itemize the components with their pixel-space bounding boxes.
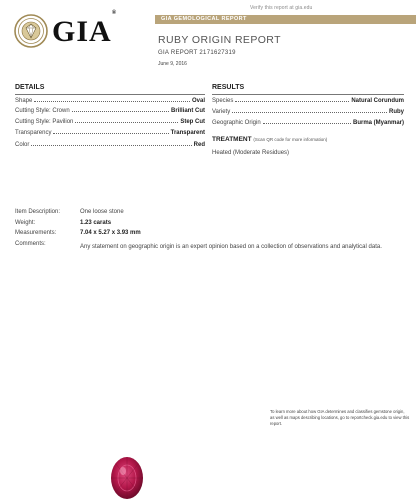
treatment-note: (Scan QR code for more information) [253,137,328,142]
details-row-transparency: Transparency Transparent [15,130,205,136]
report-date: June 9, 2016 [158,61,187,67]
treatment-value: Heated (Moderate Residues) [212,150,290,156]
results-row-origin: Geographic Origin Burma (Myanmar) [212,120,404,126]
verify-link[interactable]: Verify this report at gia.edu [250,5,313,11]
item-description: Item Description: One loose stone [15,209,124,215]
report-banner [155,15,416,24]
report-number: GIA REPORT 2171627319 [158,50,236,56]
details-row-shape: Shape Oval [15,98,205,104]
details-row-crown: Cutting Style: Crown Brilliant Cut [15,108,205,114]
details-row-color: Color Red [15,142,205,148]
gia-wordmark: GIA® [52,10,117,48]
details-heading: DETAILS [15,84,45,91]
gia-logo [14,10,134,54]
treatment-heading: TREATMENT (Scan QR code for more information) [212,136,328,143]
item-measurements: Measurements: 7.04 x 5.27 x 3.93 mm [15,230,141,236]
footer-note: To learn more about how GIA determines and classifies gemstone origin, as well as maps describing locations, go to reportcheck.gia.edu to view this report. [270,409,410,427]
item-comments-label: Comments: [15,241,46,247]
item-comments-text: Any statement on geographic origin is an expert opinion based on a collection of observations and analytical data. [80,244,382,250]
item-weight: Weight: 1.23 carats [15,220,112,226]
details-row-pavilion: Cutting Style: Pavilion Step Cut [15,119,205,125]
gia-seal-icon [14,14,48,48]
results-row-species: Species Natural Corundum [212,98,404,104]
oval-ruby-gem-icon [110,456,144,500]
results-row-variety: Variety Ruby [212,109,404,115]
results-heading: RESULTS [212,84,245,91]
report-title: RUBY ORIGIN REPORT [158,34,281,46]
banner-text: GIA GEMOLOGICAL REPORT [161,16,247,22]
